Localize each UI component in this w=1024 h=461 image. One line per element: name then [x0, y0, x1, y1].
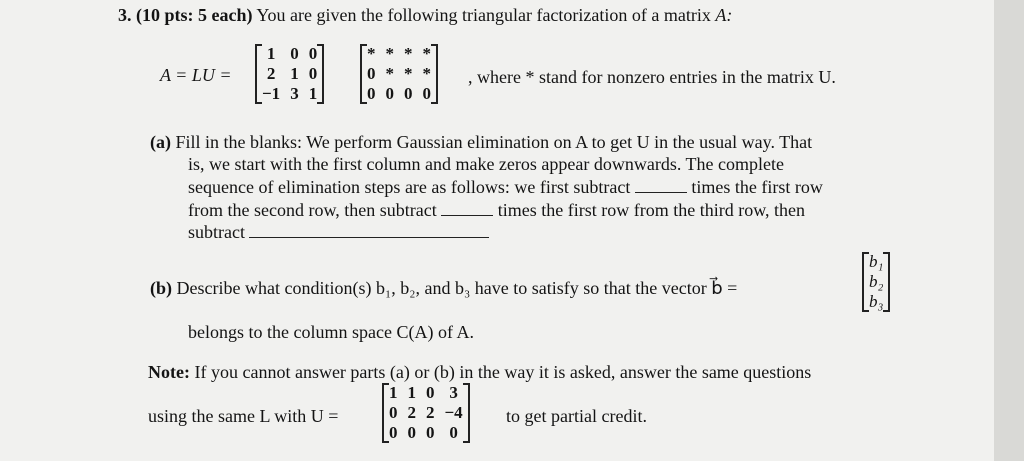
matrix-row: [864, 272, 888, 292]
matrix-entry: 1: [266, 44, 276, 63]
matrix-entry: b₂: [869, 272, 884, 291]
part-a-text-4-post: times the first row from the third row, then: [497, 200, 806, 220]
part-a-text-4-pre: from the second row, then subtract: [188, 200, 437, 220]
matrix-entry: 2: [407, 403, 416, 422]
part-a-line-1: [150, 131, 812, 153]
part-a-text-3-post: times the first row: [691, 177, 823, 197]
matrix-entry: 0: [389, 403, 398, 422]
part-b-line-1: [150, 277, 737, 299]
matrix-U-alt: [382, 383, 470, 443]
vector-b: [862, 252, 890, 312]
matrix-name: A:: [715, 5, 733, 25]
matrix-entry: 0: [308, 44, 318, 63]
matrix-entry: *: [404, 64, 413, 83]
matrix-entry: 0: [449, 423, 458, 442]
matrix-entry: −1: [262, 84, 281, 103]
matrix-entry: 0: [308, 64, 318, 83]
matrix-entry: *: [367, 44, 376, 63]
part-a-line-3: [188, 176, 823, 198]
blank-3[interactable]: [249, 223, 489, 238]
matrix-row: [362, 64, 436, 84]
matrix-entry: b₁: [869, 252, 884, 271]
matrix-entry: b₃: [869, 292, 884, 311]
part-b-line-2: belongs to the column space C(A) of A.: [188, 322, 474, 342]
equation-lhs: A = LU =: [160, 65, 232, 85]
page-edge-shadow: [994, 0, 1024, 461]
matrix-entry: 0: [422, 84, 431, 103]
part-a-line-2: is, we start with the first column and make zeros appear downwards. The complete: [188, 154, 784, 174]
part-b-text: Describe what condition(s) b₁, b₂, and b₃ have to satisfy so that the vector b⃗ =: [176, 278, 738, 298]
part-a-line-5: [188, 221, 489, 243]
matrix-entry: 1: [389, 383, 398, 402]
blank-2[interactable]: [441, 201, 493, 216]
problem-header: [118, 4, 732, 26]
part-a-line-4: [188, 199, 805, 221]
matrix-row: [384, 383, 468, 403]
part-a-label: (a): [150, 132, 171, 152]
matrix-entry: 2: [426, 403, 435, 422]
part-b-label: (b): [150, 278, 172, 298]
matrix-entry: 2: [266, 64, 276, 83]
note-label: Note:: [148, 362, 190, 382]
note-text-1: If you cannot answer parts (a) or (b) in the way it is asked, answer the same questions: [194, 362, 812, 382]
matrix-entry: *: [422, 44, 431, 63]
matrix-entry: 3: [290, 84, 299, 103]
matrix-row: [362, 84, 436, 104]
part-a-text-3-pre: sequence of elimination steps are as follows: we first subtract: [188, 177, 631, 197]
matrix-row: [362, 44, 436, 64]
matrix-entry: *: [385, 44, 394, 63]
matrix-L: [255, 44, 324, 104]
matrix-entry: 0: [404, 84, 413, 103]
matrix-entry: *: [385, 64, 394, 83]
blank-1[interactable]: [635, 178, 687, 193]
note-line-2-pre: using the same L with U =: [148, 406, 339, 426]
matrix-entry: 1: [290, 64, 299, 83]
matrix-entry: 0: [385, 84, 394, 103]
matrix-row: [257, 44, 322, 64]
matrix-row: [864, 252, 888, 272]
note-line-1: [148, 361, 811, 383]
where-text: , where * stand for nonzero entries in the matrix U.: [468, 67, 836, 87]
matrix-row: [864, 292, 888, 312]
matrix-entry: *: [404, 44, 413, 63]
matrix-entry: 0: [367, 84, 376, 103]
matrix-entry: −4: [444, 403, 463, 422]
matrix-row: [384, 403, 468, 423]
matrix-row: [257, 84, 322, 104]
matrix-entry: 0: [426, 383, 435, 402]
matrix-entry: 0: [407, 423, 416, 442]
matrix-entry: 0: [389, 423, 398, 442]
matrix-entry: 0: [290, 44, 299, 63]
matrix-entry: *: [422, 64, 431, 83]
matrix-entry: 1: [308, 84, 318, 103]
matrix-entry: 0: [426, 423, 435, 442]
matrix-U: [360, 44, 438, 104]
part-a-text-5: subtract: [188, 222, 245, 242]
problem-intro: You are given the following triangular factorization of a matrix: [256, 5, 711, 25]
matrix-entry: 0: [367, 64, 376, 83]
note-line-2-post: to get partial credit.: [506, 406, 647, 426]
problem-points: (10 pts: 5 each): [136, 5, 253, 25]
matrix-row: [384, 423, 468, 443]
matrix-entry: 1: [407, 383, 416, 402]
matrix-row: [257, 64, 322, 84]
part-a-text-1: Fill in the blanks: We perform Gaussian elimination on A to get U in the usual way. That: [175, 132, 813, 152]
matrix-entry: 3: [449, 383, 458, 402]
problem-number: 3.: [118, 5, 132, 25]
